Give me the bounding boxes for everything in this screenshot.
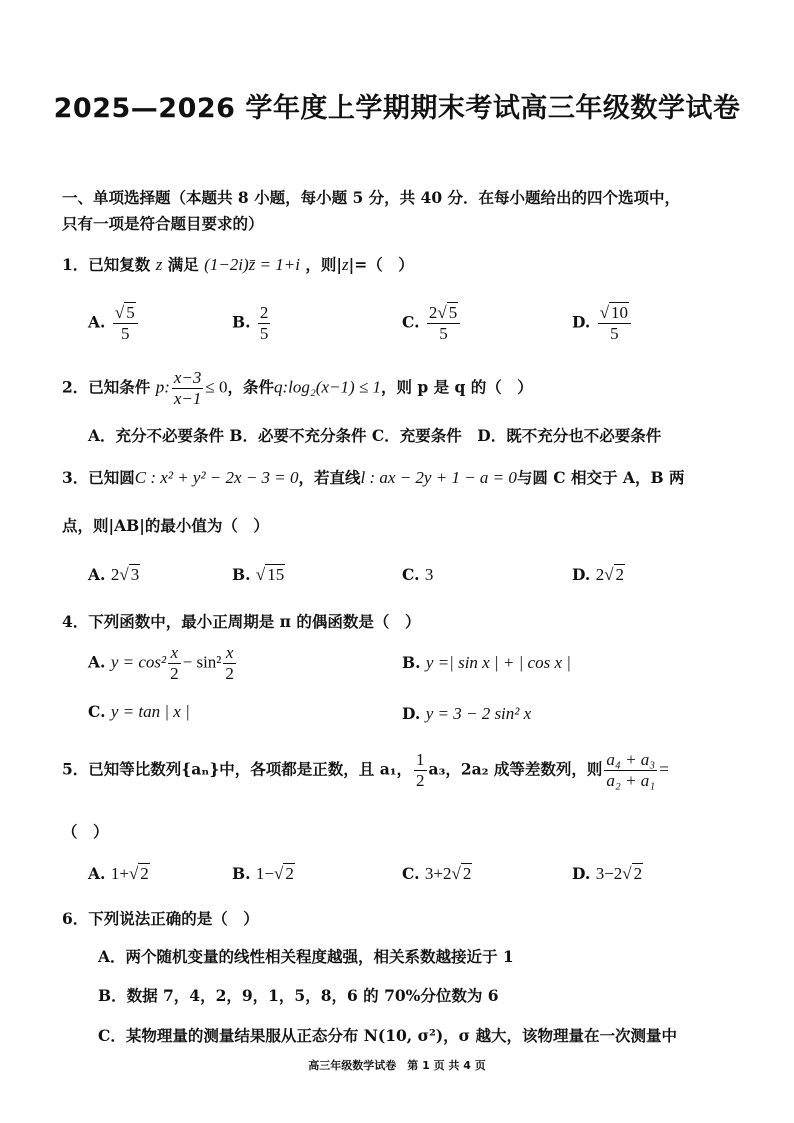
q3-option-b: B. √ 15 [232,565,285,584]
q6-option-c: C．某物理量的测量结果服从正态分布 N(10, σ²)，σ 越大，该物理量在一次测量中 [98,1026,677,1045]
q1-option-c: C. $\frac{2√ 5}{5}$ [402,303,462,344]
q1-var2: z [342,255,349,274]
exam-title: 2025—2026 学年度上学期期末考试高三年级数学试卷 [53,93,741,124]
q2-options: A．充分不必要条件 B．必要不充分条件 C．充要条件 D．既不充分也不必要条件 [88,426,662,445]
q4-option-c: C. y = tan | x | [88,702,190,721]
q1-c-fraction: $\frac{2√ 5}{5}$ [427,303,460,344]
q5-option-c: C. 3+2√ 2 [402,864,472,883]
q1-tail: ，则| [305,255,343,274]
question-6-stem: 6．下列说法正确的是（ ） [62,909,259,928]
q6-option-b: B．数据 7，4，2，9，1，5，8，6 的 70%分位数为 6 [98,986,499,1005]
q1-prefix: 1．已知复数 [62,255,151,274]
q5-option-b: B. 1−√ 2 [232,864,294,883]
question-3-line2: 点，则|AB|的最小值为（ ） [62,516,269,535]
q4-option-a: A. y = cos² $\frac{x}{2}$ − sin² $\frac{x}{2}$ [88,643,234,683]
q1-mid: 满足 [167,255,199,274]
question-2-stem: 2．已知条件 p: $\frac{x-3}{x-1}$ ≤ 0，条件q:log₂(x−1) ≤ 1，则 p 是 q 的（ ） [62,368,533,408]
question-4-stem: 4．下列函数中，最小正周期是 π 的偶函数是（ ） [62,612,421,631]
page-footer: 高三年级数学试卷 第 1 页 共 4 页 [308,1059,486,1072]
q1-option-b: B. $\frac{2}{5}$ [232,303,269,343]
q1-d-fraction: $\frac{√ 10}{5}$ [598,303,631,344]
q1-option-d: D. $\frac{√ 10}{5}$ [572,303,633,344]
q5-option-a: A. 1+√ 2 [88,864,149,883]
q6-option-a: A．两个随机变量的线性相关程度越强，相关系数越接近于 1 [98,947,514,966]
q1-equation: (1−2i)z̄ = 1+i [204,255,300,274]
question-5-stem: 5．已知等比数列{aₙ}中，各项都是正数，且 a₁， $\frac{1}{2}$ a₃，2a₂ 成等差数列，则 $\frac{\text{a₄ + a₃}}{\text{a₂ + a₁}}$ = [62,750,669,790]
q1-option-a: A. $\frac{√ 5}{5}$ [88,303,140,344]
q1-b-fraction: $\frac{2}{5}$ [259,303,269,343]
q3-option-a: A. 2√ 3 [88,565,140,584]
q1-a-fraction: $\frac{√ 5}{5}$ [113,303,138,344]
q1-end: |=（ ） [348,255,414,274]
question-3-line1: 3．已知圆C : x² + y² − 2x − 3 = 0，若直线l : ax − 2y + 1 − a = 0与圆 C 相交于 A，B 两 [62,468,685,487]
q1-var: z [155,255,163,274]
q4-option-d: D. y = 3 − 2 sin² x [402,704,532,723]
q5-paren: （ ） [62,822,109,841]
section-heading-line1: 一、单项选择题（本题共 8 小题，每小题 5 分，共 40 分．在每小题给出的四个选项中， [62,188,681,207]
q4-option-b: B. y =| sin x | + | cos x | [402,653,571,672]
q5-option-d: D. 3−2√ 2 [572,864,643,883]
q2-fraction: $\frac{x-3}{x-1}$ [173,368,202,408]
question-1-stem [62,253,414,275]
q3-option-c: C. 3 [402,565,434,584]
q3-option-d: D. 2√ 2 [572,565,625,584]
section-heading-line2: 只有一项是符合题目要求的） [62,214,264,233]
